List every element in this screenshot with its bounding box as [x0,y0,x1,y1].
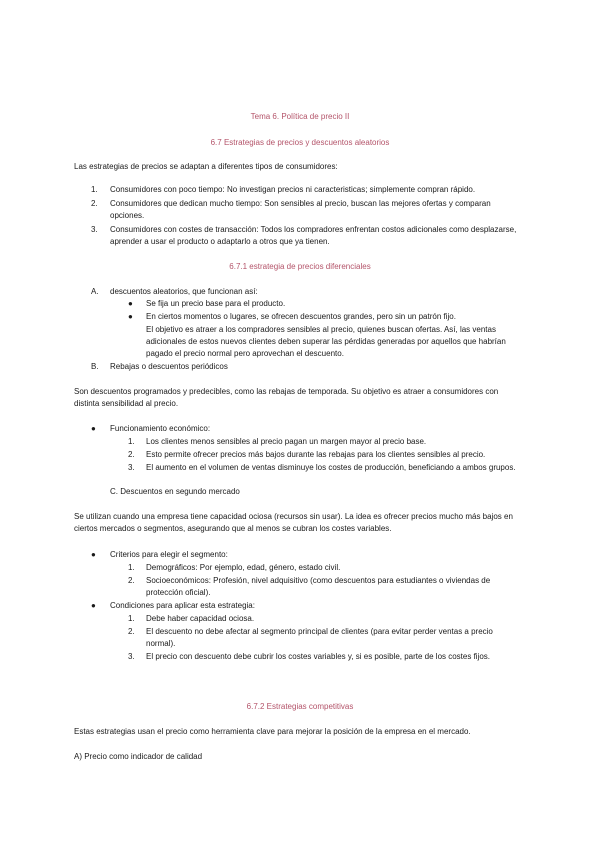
bullet-icon: ● [91,601,96,610]
paragraph-line: distinta sensibilidad al precio. [74,399,179,408]
list-number: 2. [128,627,135,636]
bullet-icon: ● [128,312,133,321]
list-item: Rebajas o descuentos periódicos [110,362,228,371]
list-number: 1. [128,437,135,446]
list-letter: B. [91,362,99,371]
list-number: 3. [128,652,135,661]
list-item-continuation: protección oficial). [146,588,211,597]
intro-paragraph: Las estrategias de precios se adaptan a diferentes tipos de consumidores: [74,162,338,171]
bullet-icon: ● [128,299,133,308]
bullet-item: Criterios para elegir el segmento: [110,550,228,559]
list-item: Consumidores que dedican mucho tiempo: Son sensibles al precio, buscan las mejores ofertas y comparan [110,199,491,208]
list-item: Socioeconómicos: Profesión, nivel adquisitivo (como descuentos para estudiantes o viviendas de [146,576,491,585]
bullet-item: Se fija un precio base para el producto. [146,299,286,308]
list-number: 1. [128,563,135,572]
section-heading-6-7-2: 6.7.2 Estrategias competitivas [246,702,354,711]
subsection-heading-c: C. Descuentos en segundo mercado [110,487,240,496]
section-heading-6-7: 6.7 Estrategias de precios y descuentos aleatorios [210,138,390,147]
list-item: El descuento no debe afectar al segmento principal de clientes (para evitar perder ventas a precio [146,627,493,636]
list-item: descuentos aleatorios, que funcionan así: [110,287,258,296]
paragraph-line: Se utilizan cuando una empresa tiene capacidad ociosa (recursos sin usar). La idea es ofrecer precios mucho más bajos en [74,512,513,521]
list-item-continuation: aprender a usar el producto o adaptarlo a otros que ya tienen. [110,237,330,246]
list-item: El aumento en el volumen de ventas disminuye los costes de producción, beneficiando a ambos grupos. [146,463,516,472]
list-item-continuation: opciones. [110,211,145,220]
bullet-icon: ● [91,550,96,559]
list-item-continuation: normal). [146,639,176,648]
paragraph-line: Son descuentos programados y predecibles, como las rebajas de temporada. Su objetivo es atraer a consumidores con [74,387,499,396]
list-item: Consumidores con costes de transacción: Todos los compradores enfrentan costos adicionales como desplazarse, [110,225,517,234]
list-number: 2. [128,576,135,585]
list-number: 1. [128,614,135,623]
list-item: El precio con descuento debe cubrir los costes variables y, si es posible, parte de los costes fijos. [146,652,491,661]
list-number: 2. [128,450,135,459]
list-item: Consumidores con poco tiempo: No investigan precios ni caracteristicas; simplemente compran rápido. [110,185,476,194]
list-number: 2. [91,199,98,208]
list-letter: A. [91,287,99,296]
paragraph-line: adicionales de estos nuevos clientes deben superar las pérdidas generadas por aquellos que habrían [146,337,506,346]
section-heading-6-7-1: 6.7.1 estrategia de precios diferenciales [229,262,371,271]
bullet-icon: ● [91,424,96,433]
paragraph-line: ciertos mercados o segmentos, asegurando que al menos se cubran los costes variables. [74,524,392,533]
paragraph-line: El objetivo es atraer a los compradores sensibles al precio, quienes buscan ofertas. Así, las ventas [146,325,496,334]
page-title: Tema 6. Política de precio II [250,112,350,121]
bullet-item: Funcionamiento económico: [110,424,211,433]
paragraph-line: Estas estrategias usan el precio como herramienta clave para mejorar la posición de la empresa en el mercado. [74,727,471,736]
list-number: 1. [91,185,98,194]
list-number: 3. [128,463,135,472]
list-number: 3. [91,225,98,234]
list-item: Esto permite ofrecer precios más bajos durante las rebajas para los clientes sensibles al precio. [146,450,486,459]
list-item: Demográficos: Por ejemplo, edad, género, estado civil. [146,563,341,572]
bullet-item: Condiciones para aplicar esta estrategia: [110,601,255,610]
bullet-item: En ciertos momentos o lugares, se ofrecen descuentos grandes, pero sin un patrón fijo. [146,312,456,321]
subsection-heading-a: A) Precio como indicador de calidad [74,752,203,761]
list-item: Los clientes menos sensibles al precio pagan un margen mayor al precio base. [146,437,427,446]
paragraph-line: pagado el precio normal pero aprovechan el descuento. [146,349,344,358]
list-item: Debe haber capacidad ociosa. [146,614,255,623]
